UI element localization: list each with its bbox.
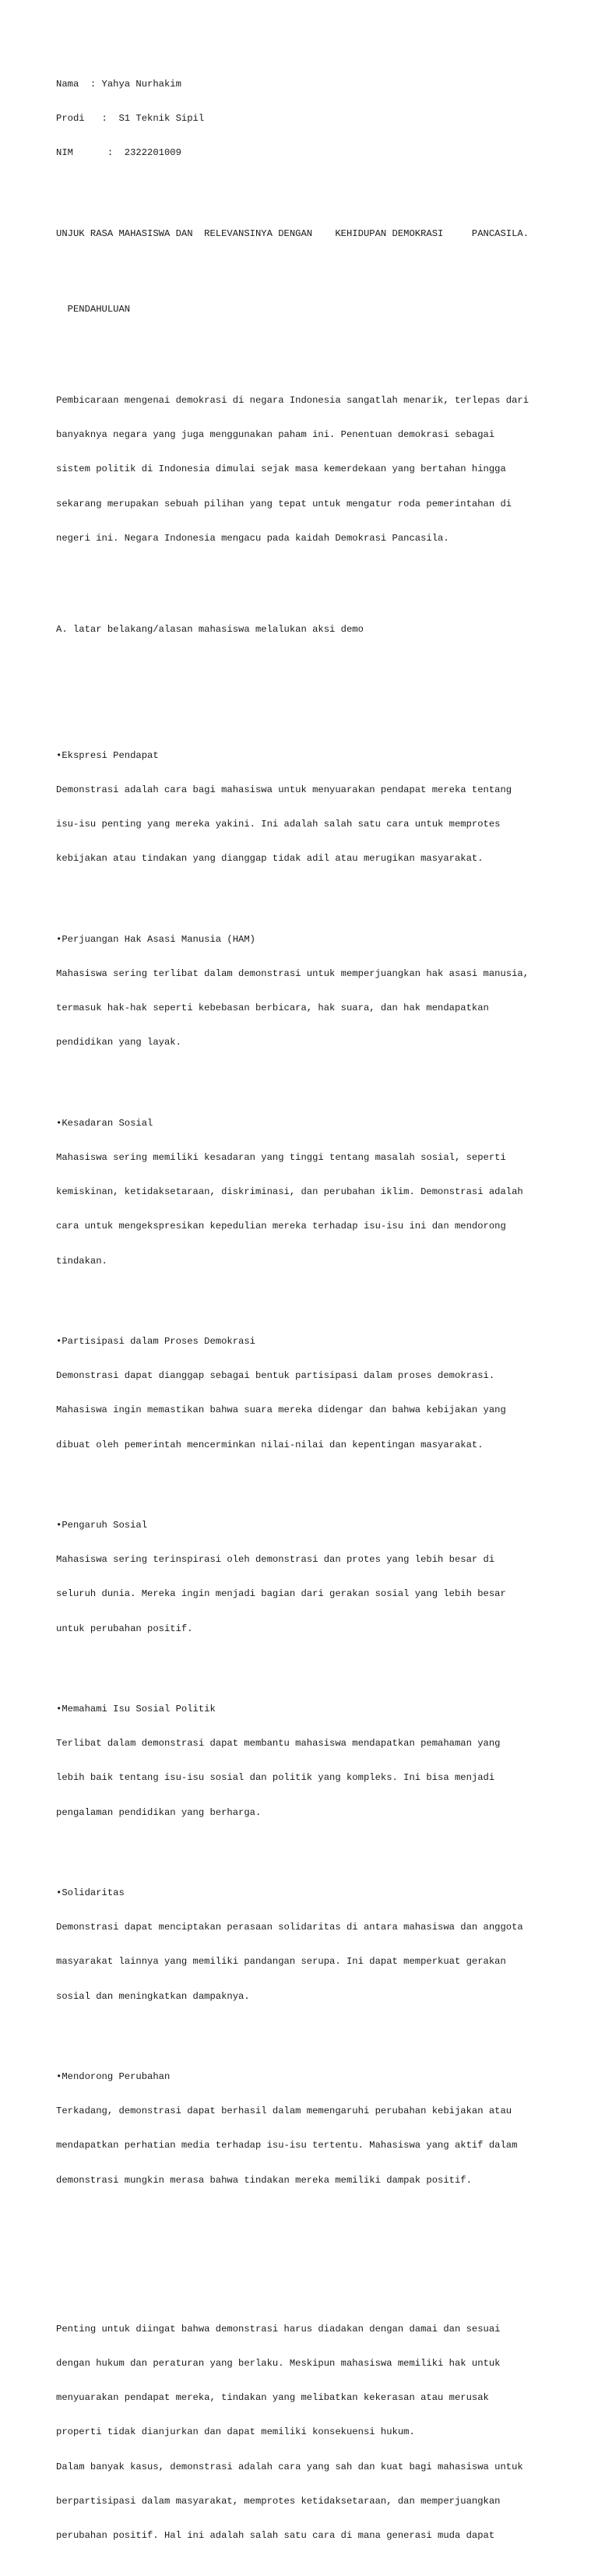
point-line: termasuk hak-hak seperti kebebasan berbicara, hak suara, dan hak mendapatkan [56, 1003, 489, 1013]
spacer [56, 338, 570, 349]
header-nama: Nama : Yahya Nurhakim [56, 78, 181, 90]
spacer [56, 658, 570, 669]
point-item [56, 727, 570, 888]
spacer [56, 181, 570, 205]
document-title: UNJUK RASA MAHASISWA DAN RELEVANSINYA DENGAN KEHIDUPAN DEMOKRASI PANCASILA. [56, 227, 529, 239]
point-title: •Memahami Isu Sosial Politik [56, 1703, 216, 1714]
point-item [56, 1313, 570, 1474]
point-title: •Partisipasi dalam Proses Demokrasi [56, 1335, 255, 1347]
point-line: isu-isu penting yang mereka yakini. Ini adalah salah satu cara untuk memprotes [56, 819, 501, 830]
closing-line: berpartisipasi dalam masyarakat, memprotes ketidaksetaraan, dan memperjuangkan [56, 2495, 501, 2507]
point-line: cara untuk mengekspresikan kepedulian mereka terhadap isu-isu ini dan mendorong [56, 1221, 506, 1232]
point-list [56, 704, 570, 2232]
point-line: untuk perubahan positif. [56, 1623, 193, 1634]
point-line: kemiskinan, ketidaksetaraan, diskriminasi, dan perubahan iklim. Demonstrasi adalah [56, 1186, 523, 1197]
point-line: lebih baik tentang isu-isu sosial dan politik yang kompleks. Ini bisa menjadi [56, 1772, 495, 1784]
point-item [56, 1496, 570, 1658]
intro-line: sekarang merupakan sebuah pilihan yang tepat untuk mengatur roda pemerintahan di [56, 498, 512, 509]
closing-paragraph [56, 2300, 570, 2564]
spacer [56, 263, 570, 280]
closing-line: menyuarakan pendapat mereka, tindakan yang melibatkan kekerasan atau merusak [56, 2392, 489, 2403]
header-nim: NIM : 2322201009 [56, 147, 181, 158]
point-title: •Pengaruh Sosial [56, 1519, 148, 1531]
closing-line: Penting untuk diingat bahwa demonstrasi harus diadakan dengan damai dan sesuai [56, 2323, 501, 2335]
point-line: Terlibat dalam demonstrasi dapat membantu mahasiswa mendapatkan pemahaman yang [56, 1738, 501, 1749]
point-line: tindakan. [56, 1255, 107, 1267]
intro-line: banyaknya negara yang juga menggunakan paham ini. Penentuan demokrasi sebagai [56, 429, 495, 440]
intro-line: Pembicaraan mengenai demokrasi di negara Indonesia sangatlah menarik, terlepas dari [56, 394, 529, 406]
point-line: Mahasiswa ingin memastikan bahwa suara mereka didengar dan bahwa kebijakan yang [56, 1404, 506, 1416]
point-line: Demonstrasi adalah cara bagi mahasiswa untuk menyuarakan pendapat mereka tentang [56, 784, 512, 795]
point-title: •Perjuangan Hak Asasi Manusia (HAM) [56, 933, 255, 945]
point-title: •Ekspresi Pendapat [56, 749, 159, 761]
spacer [56, 2267, 570, 2278]
point-line: pengalaman pendidikan yang berharga. [56, 1806, 262, 1818]
point-line: seluruh dunia. Mereka ingin menjadi bagian dari gerakan sosial yang lebih besar [56, 1588, 506, 1600]
point-line: dibuat oleh pemerintah mencerminkan nilai-nilai dan kepentingan masyarakat. [56, 1439, 484, 1450]
point-line: Demonstrasi dapat dianggap sebagai bentuk partisipasi dalam proses demokrasi. [56, 1370, 495, 1381]
point-title: •Mendorong Perubahan [56, 2070, 171, 2082]
point-line: masyarakat lainnya yang memiliki pandangan serupa. Ini dapat memperkuat gerakan [56, 1956, 506, 1968]
intro-line: sistem politik di Indonesia dimulai sejak masa kemerdekaan yang bertahan hingga [56, 463, 506, 475]
point-item [56, 2048, 570, 2209]
point-line: Mahasiswa sering terlibat dalam demonstrasi untuk memperjuangkan hak asasi manusia, [56, 967, 529, 979]
point-line: pendidikan yang layak. [56, 1037, 181, 1048]
point-line: Terkadang, demonstrasi dapat berhasil dalam memengaruhi perubahan kebijakan atau [56, 2106, 512, 2116]
point-line: Mahasiswa sering terinspirasi oleh demonstrasi dan protes yang lebih besar di [56, 1554, 495, 1565]
closing-line: Dalam banyak kasus, demonstrasi adalah cara yang sah dan kuat bagi mahasiswa untuk [56, 2461, 523, 2472]
intro-paragraph [56, 372, 570, 567]
header-prodi: Prodi : S1 Teknik Sipil [56, 112, 205, 124]
point-item [56, 1864, 570, 2025]
subheading-a: A. latar belakang/alasan mahasiswa melalukan aksi demo [56, 624, 364, 635]
spacer [56, 590, 570, 601]
closing-line: perubahan positif. Hal ini adalah salah satu cara di mana generasi muda dapat [56, 2530, 495, 2541]
intro-line: negeri ini. Negara Indonesia mengacu pada kaidah Demokrasi Pancasila. [56, 532, 449, 544]
point-item [56, 1680, 570, 1841]
closing-line: properti tidak dianjurkan dan dapat memiliki konsekuensi hukum. [56, 2426, 415, 2438]
point-item [56, 1094, 570, 1290]
point-line: demonstrasi mungkin merasa bahwa tindakan mereka memiliki dampak positif. [56, 2174, 472, 2186]
point-line: Mahasiswa sering memiliki kesadaran yang tinggi tentang masalah sosial, seperti [56, 1151, 506, 1163]
point-line: Demonstrasi dapat menciptakan perasaan solidaritas di antara mahasiswa dan anggota [56, 1922, 523, 1933]
point-line: mendapatkan perhatian media terhadap isu-isu tertentu. Mahasiswa yang aktif dalam [56, 2140, 518, 2151]
document-page [56, 55, 570, 2576]
closing-line: dengan hukum dan peraturan yang berlaku. Meskipun mahasiswa memiliki hak untuk [56, 2357, 501, 2369]
section-heading: PENDAHULUAN [56, 303, 131, 315]
point-title: •Kesadaran Sosial [56, 1117, 153, 1129]
point-item [56, 911, 570, 1072]
point-title: •Solidaritas [56, 1887, 125, 1898]
point-line: kebijakan atau tindakan yang dianggap tidak adil atau merugikan masyarakat. [56, 853, 484, 865]
point-line: sosial dan meningkatkan dampaknya. [56, 1990, 250, 2002]
